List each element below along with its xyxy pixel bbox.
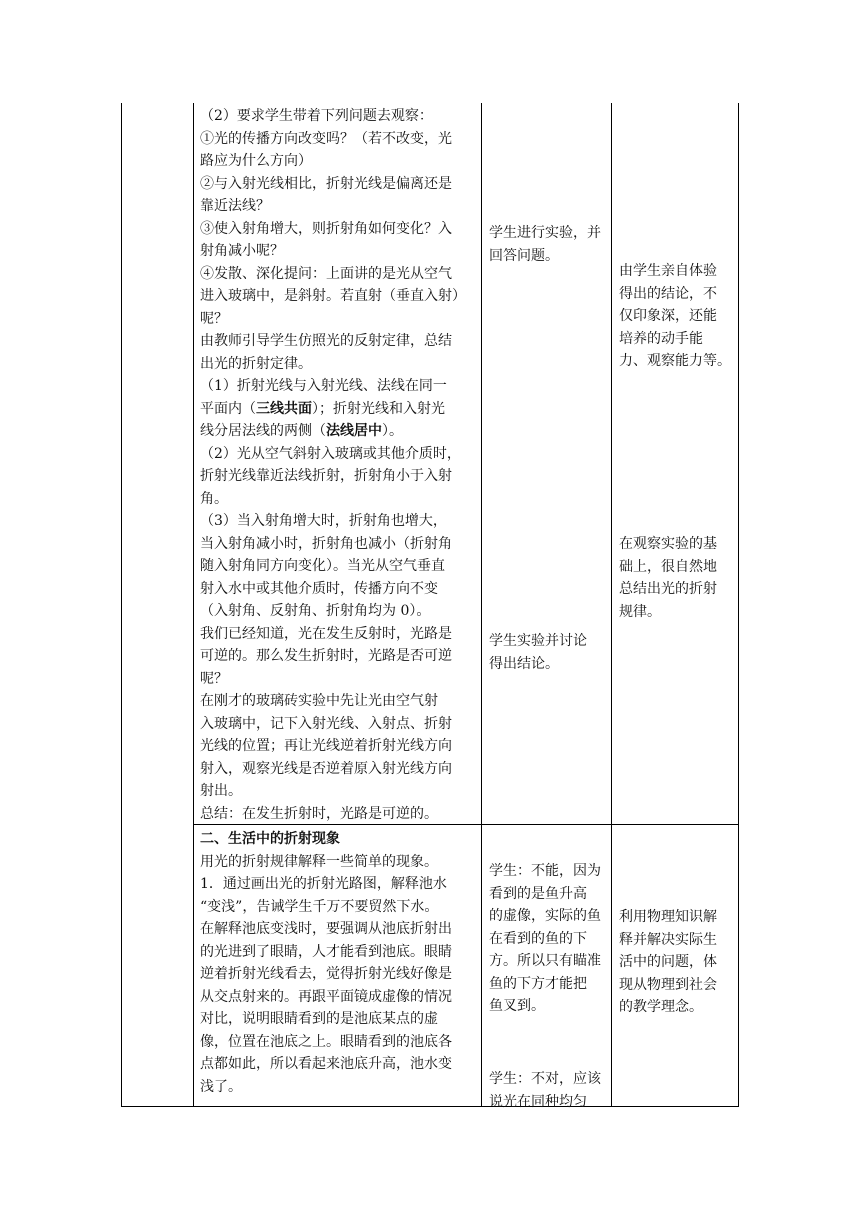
text-line (200, 578, 476, 601)
text-line: 看到的是鱼升高 (489, 885, 587, 902)
text-line (200, 851, 476, 874)
teaching-activity-cell (200, 105, 476, 825)
table-divider-2 (481, 103, 482, 1107)
text-segment: 射入，观察光线是否逆着原入射光线方向 (200, 760, 452, 777)
text-line (200, 398, 476, 421)
text-line: 培养的动手能 (619, 330, 703, 347)
text-line (200, 240, 476, 263)
text-segment: 射角减小呢？ (200, 243, 284, 259)
text-line: 利用物理知识解 (619, 909, 717, 925)
text-segment: 进入玻璃中，是斜射。若直射（垂直入射） (200, 288, 466, 304)
text-line (200, 555, 476, 578)
text-segment: 我们已经知道，光在发生反射时，光路是 (200, 625, 452, 642)
text-segment: （入射角、反射角、折射角均为 0）。 (200, 603, 431, 619)
text-line (200, 986, 476, 1009)
text-line (200, 218, 476, 241)
text-line (200, 623, 476, 646)
text-segment: 从交点射来的。再跟平面镜成虚像的情况 (200, 988, 452, 1005)
text-segment: 光线的位置；再让光线逆着折射光线方向 (200, 738, 452, 754)
text-segment: 路应为什么方向） (200, 153, 312, 169)
text-line (200, 668, 476, 691)
text-line (200, 690, 476, 713)
text-segment: （2）光从空气斜射入玻璃或其他介质时， (200, 445, 461, 462)
text-segment: 随入射角同方向变化）。当光从空气垂直 (200, 558, 445, 574)
text-line (200, 941, 476, 964)
text-line (200, 128, 476, 151)
text-segment: 浅了。 (200, 1078, 242, 1095)
text-line (200, 330, 476, 353)
text-line (200, 1076, 476, 1099)
text-line (200, 828, 476, 851)
text-line (200, 896, 476, 919)
text-line: 学生实验并讨论 (489, 633, 587, 649)
text-line: 的虚像，实际的鱼 (489, 908, 601, 924)
text-segment: ①光的传播方向改变吗？（若不改变，光 (200, 130, 452, 147)
text-segment: 在刚才的玻璃砖实验中先让光由空气射 (200, 693, 438, 709)
text-line (200, 420, 476, 443)
text-line: 现从物理到社会 (619, 976, 717, 993)
text-segment: 点都如此，所以看起来池底升高，池水变 (200, 1056, 452, 1072)
text-line (200, 488, 476, 511)
design-intent-cell (619, 906, 735, 1019)
text-line: 回答问题。 (489, 247, 559, 264)
text-segment: 在解释池底变浅时，要强调从池底折射出 (200, 921, 452, 937)
text-line (200, 465, 476, 488)
text-line (200, 1053, 476, 1076)
text-line (200, 195, 476, 218)
text-line (200, 600, 476, 623)
text-segment: 角。 (200, 490, 228, 507)
text-line (200, 105, 476, 128)
student-activity-cell (489, 1068, 609, 1113)
text-segment: 出光的折射定律。 (200, 355, 312, 372)
text-line: 仅印象深，还能 (619, 308, 717, 324)
table-border-right (738, 103, 739, 1107)
student-activity-cell (489, 860, 609, 1018)
text-segment: （3）当入射角增大时，折射角也增大， (200, 513, 447, 529)
text-line: 在看到的鱼的下 (489, 930, 587, 947)
text-line (200, 918, 476, 941)
text-line: 学生进行实验，并 (489, 225, 601, 241)
text-line (200, 173, 476, 196)
text-line: 得出结论。 (489, 655, 559, 672)
table-divider-1 (193, 103, 194, 1107)
text-segment: 线分居法线的两侧（ (200, 423, 326, 439)
text-line: 力、观察能力等。 (619, 353, 731, 369)
text-segment: 折射光线靠近法线折射，折射角小于入射 (200, 468, 452, 484)
text-line (200, 1008, 476, 1031)
text-segment: 平面内（ (200, 400, 256, 417)
text-segment: 可逆的。那么发生折射时，光路是否可逆 (200, 648, 452, 664)
text-segment: ④发散、深化提问：上面讲的是光从空气 (200, 265, 452, 282)
text-line (200, 510, 476, 533)
text-line (200, 758, 476, 781)
text-line (200, 963, 476, 986)
bold-text: 三线共面 (256, 400, 312, 417)
text-segment: 像，位置在池底之上。眼睛看到的池底各 (200, 1033, 452, 1050)
text-segment: 1．通过画出光的折射光路图，解释池水 (200, 876, 447, 892)
text-segment: ）；折射光线和入射光 (312, 400, 445, 417)
text-segment: “变浅”，告诫学生千万不要贸然下水。 (200, 898, 439, 915)
text-line (200, 353, 476, 376)
text-line: 得出的结论，不 (619, 285, 717, 302)
text-segment: 的光进到了眼睛，人才能看到池底。眼睛 (200, 943, 452, 960)
text-line: 由学生亲自体验 (619, 263, 717, 279)
text-line: 说光在同种均匀 (489, 1093, 587, 1110)
text-segment: 由教师引导学生仿照光的反射定律，总结 (200, 333, 452, 349)
student-activity-cell (489, 222, 609, 267)
text-line: 活中的问题，体 (619, 954, 717, 970)
text-line: 学生：不对，应该 (489, 1071, 601, 1087)
text-segment: 当入射角减小时，折射角也减小（折射角 (200, 535, 452, 552)
text-line: 释并解决实际生 (619, 931, 717, 948)
text-segment: 对比，说明眼睛看到的是池底某点的虚 (200, 1011, 438, 1027)
text-line: 的教学理念。 (619, 999, 703, 1015)
table-divider-3 (611, 103, 612, 1107)
text-line (200, 735, 476, 758)
text-line (200, 263, 476, 286)
text-line: 总结出光的折射 (619, 581, 717, 597)
text-segment: ②与入射光线相比，折射光线是偏离还是 (200, 175, 452, 192)
text-line (200, 308, 476, 331)
text-segment: 射出。 (200, 783, 242, 799)
text-line: 方。所以只有瞄准 (489, 953, 601, 969)
text-segment: 呢？ (200, 670, 228, 687)
design-intent-cell (619, 260, 735, 373)
text-segment: 用光的折射规律解释一些简单的现象。 (200, 853, 438, 870)
text-segment: （1）折射光线与入射光线、法线在同一 (200, 378, 447, 394)
table-border-left (121, 103, 122, 1107)
text-segment: 入玻璃中，记下入射光线、入射点、折射 (200, 715, 452, 732)
text-line: 鱼的下方才能把 (489, 975, 587, 992)
text-line (200, 713, 476, 736)
text-segment: 靠近法线？ (200, 198, 270, 214)
text-segment: 射入水中或其他介质时，传播方向不变 (200, 580, 438, 597)
teaching-activity-cell (200, 828, 476, 1098)
text-line: 规律。 (619, 603, 661, 620)
text-line: 学生：不能，因为 (489, 863, 601, 879)
text-line: 在观察实验的基 (619, 536, 717, 552)
text-line (200, 150, 476, 173)
bold-text: 二、生活中的折射现象 (200, 831, 340, 847)
text-line (200, 780, 476, 803)
text-line (200, 873, 476, 896)
text-line (200, 533, 476, 556)
text-segment: 呢？ (200, 310, 228, 327)
student-activity-cell (489, 630, 609, 675)
text-line (200, 645, 476, 668)
text-segment: 总结：在发生折射时，光路是可逆的。 (200, 805, 438, 822)
text-segment: （2）要求学生带着下列问题去观察： (200, 108, 433, 124)
text-segment: ）。 (382, 423, 403, 439)
text-line (200, 1031, 476, 1054)
text-line: 鱼叉到。 (489, 998, 545, 1014)
design-intent-cell (619, 533, 735, 623)
text-segment: 逆着折射光线看去，觉得折射光线好像是 (200, 966, 452, 982)
table-border-bottom (121, 1106, 739, 1107)
text-segment: ③使入射角增大，则折射角如何变化？入 (200, 220, 452, 237)
bold-text: 法线居中 (326, 423, 382, 439)
text-line (200, 285, 476, 308)
text-line: 础上，很自然地 (619, 558, 717, 575)
text-line (200, 375, 476, 398)
text-line (200, 803, 476, 826)
text-line (200, 443, 476, 466)
